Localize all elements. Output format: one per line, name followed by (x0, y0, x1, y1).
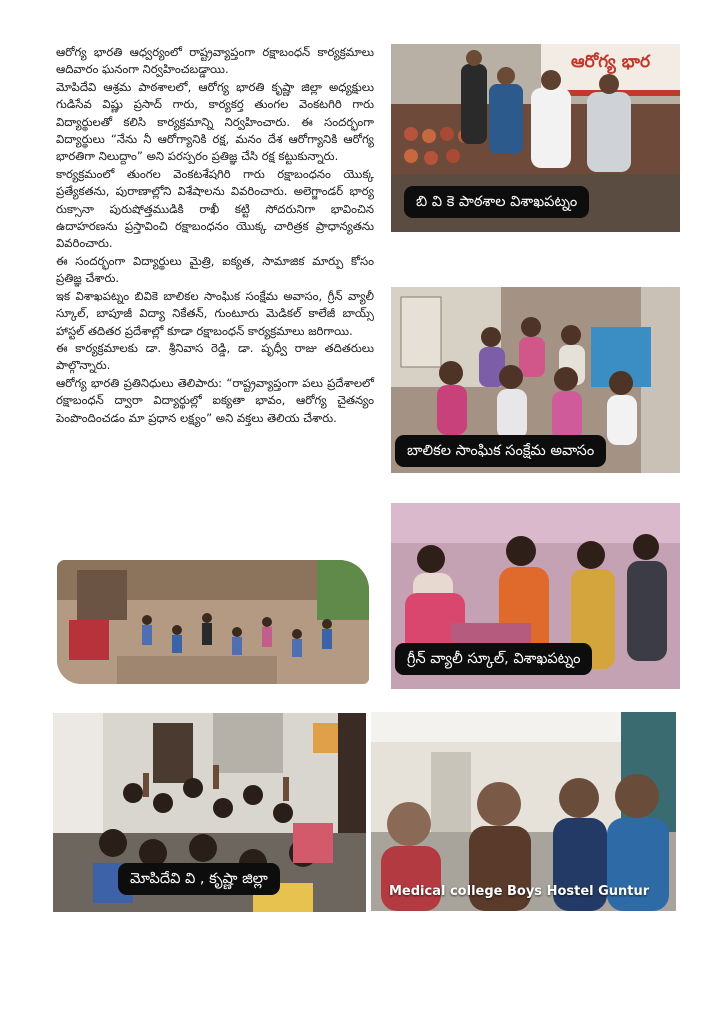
photo-guntur-overlay: Medical college Boys Hostel Guntur (389, 884, 650, 899)
photo-guntur-illustration (371, 712, 676, 911)
banner-text: ఆరోగ్య భార (571, 52, 651, 72)
caption-bvk-school: బి వి కె పాఠశాల విశాఖపట్నం (404, 186, 589, 218)
article-body (56, 44, 374, 427)
article-paragraph: ఆరోగ్య భారతి ఆధ్వర్యంలో రాష్ట్రవ్యాప్తంగా రక్షాబంధన్ కార్యక్రమాలు ఆదివారం ఘనంగా నిర్వహించబడ్డాయి. (56, 45, 374, 77)
article-paragraph: మోపిదేవి ఆశ్రమ పాఠశాలలో, ఆరోగ్య భారతి కృష్ణా జిల్లా అధ్యక్షులు గుడిసేవ విష్ణు ప్రసాద్ గారు, కార్యకర్త తుంగల వెంకటగిరి గారు విద్యార్థులతో కలిసి కార్యక్రమాన్ని నిర్వహించారు. ఈ సందర్భంగా విద్యార్థులు “నేను నీ ఆరోగ్యానికి రక్ష, మనం దేశ ఆరోగ్యానికి ఆరోగ్య భారతిగా నిలుద్దాం” అని పరస్పరం ప్రతిజ్ఞ చేసి రక్ష కట్టుకున్నారు. (56, 79, 374, 164)
article-paragraph: ఇక విశాఖపట్నం బివికె బాలికల సాంఘిక సంక్షేమ అవాసం, గ్రీన్ వ్యాలీ స్కూల్, బాపూజీ విద్యా నికేతన్, గుంటూరు మెడికల్ కాలేజీ బాయ్స్ హాస్టల్ తదితర ప్రదేశాల్లో కూడా రక్షాబంధన్ కార్యక్రమాలు జరిగాయి. (56, 288, 374, 338)
photo-courtyard (57, 560, 369, 684)
caption-girls-hostel: బాలికల సాంఘిక సంక్షేమ అవాసం (395, 435, 606, 467)
article-paragraph: ఆరోగ్య భారతి ప్రతినిధులు తెలిపారు: “రాష్ట్రవ్యాప్తంగా పలు ప్రదేశాలలో రక్షాబంధన్ ద్వారా విద్యార్థుల్లో ఐక్యతా భావం, ఆరోగ్య చైతన్యం పెంపొందించడం మా ప్రధాన లక్ష్యం” అని వక్తలు తెలియ చేశారు. (56, 375, 374, 425)
article-paragraph: ఈ సందర్భంగా విద్యార్థులు మైత్రి, ఐక్యత, సామాజిక మార్పు కోసం ప్రతిజ్ఞ చేశారు. (56, 253, 374, 286)
caption-mopidevi: మోపిదేవి వి , కృష్ణా జిల్లా (118, 863, 280, 895)
photo-guntur (371, 712, 676, 911)
caption-green-valley: గ్రీన్ వ్యాలీ స్కూల్, విశాఖపట్నం (395, 643, 592, 675)
photo-courtyard-illustration (57, 560, 369, 684)
article-paragraph: కార్యక్రమంలో తుంగల వెంకటశేషగిరి గారు రక్షాబంధనం యొక్క ప్రత్యేకతను, పురాణాల్లోని విశేషాలను వివరించారు. అలెగ్జాండర్ భార్య రుక్సానా పురుషోత్తముడికి రాఖీ కట్టి సోదరునిగా భావించిన ఉదాహరణను ప్రస్తావించి రక్షాబంధనం యొక్క చారిత్రక ప్రాధాన్యతను వివరించారు. (56, 166, 374, 251)
article-paragraph: ఈ కార్యక్రమాలకు డా. శ్రీనివాస రెడ్డి, డా. పృధ్వీ రాజు తదితరులు పాల్గొన్నారు. (56, 340, 374, 373)
